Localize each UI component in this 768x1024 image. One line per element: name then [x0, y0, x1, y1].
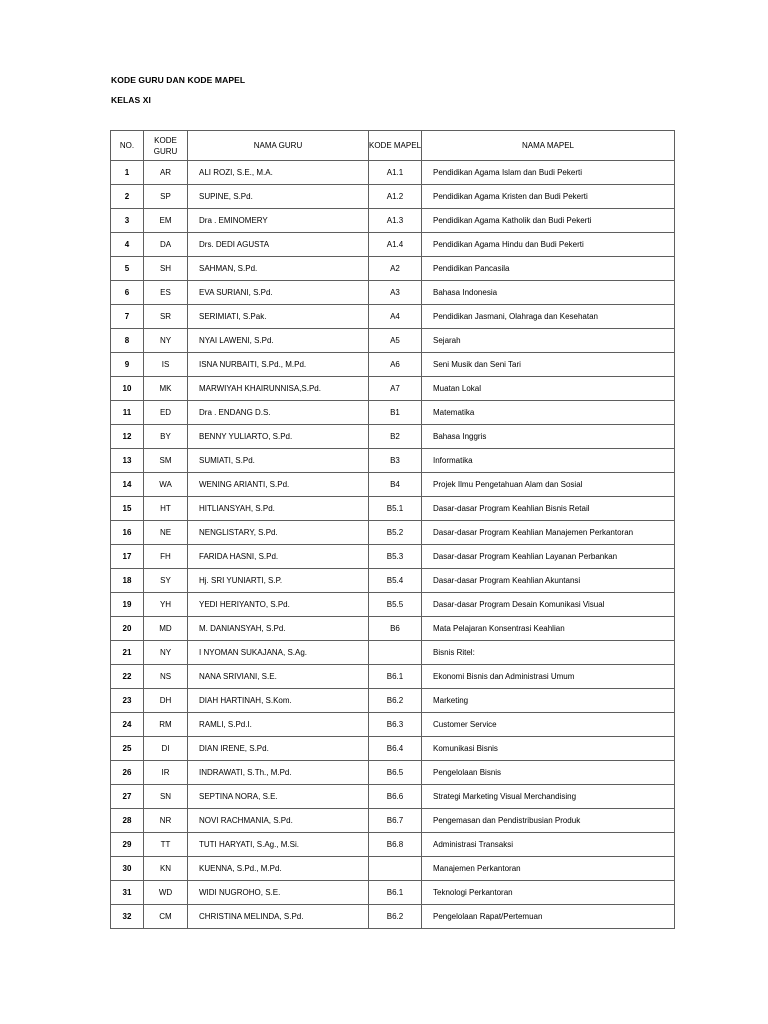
table-row: [111, 233, 675, 257]
cell-kode-guru: DI: [144, 737, 188, 761]
cell-nama-mapel: Pengemasan dan Pendistribusian Produk: [422, 809, 675, 833]
cell-kode-mapel: B3: [369, 449, 422, 473]
table-row: [111, 425, 675, 449]
cell-no: 18: [111, 569, 144, 593]
cell-no: 20: [111, 617, 144, 641]
cell-kode-guru: MK: [144, 377, 188, 401]
cell-kode-guru: NS: [144, 665, 188, 689]
cell-nama-guru: NENGLISTARY, S.Pd.: [188, 521, 369, 545]
cell-no: 1: [111, 161, 144, 185]
table-row: [111, 785, 675, 809]
header-kode-guru: KODE GURU: [144, 131, 188, 161]
cell-kode-mapel: B2: [369, 425, 422, 449]
table-row: [111, 761, 675, 785]
cell-kode-mapel: A1.4: [369, 233, 422, 257]
cell-kode-mapel: B5.1: [369, 497, 422, 521]
table-row: [111, 737, 675, 761]
cell-kode-mapel: B6.1: [369, 665, 422, 689]
teacher-subject-table: [110, 130, 675, 929]
cell-no: 22: [111, 665, 144, 689]
cell-kode-guru: EM: [144, 209, 188, 233]
cell-nama-guru: SUMIATI, S.Pd.: [188, 449, 369, 473]
cell-no: 5: [111, 257, 144, 281]
cell-nama-mapel: Marketing: [422, 689, 675, 713]
document-title: KODE GURU DAN KODE MAPEL: [111, 75, 246, 85]
cell-kode-guru: SN: [144, 785, 188, 809]
cell-nama-mapel: Dasar-dasar Program Keahlian Manajemen Perkantoran: [422, 521, 675, 545]
cell-no: 15: [111, 497, 144, 521]
cell-no: 26: [111, 761, 144, 785]
cell-kode-guru: HT: [144, 497, 188, 521]
cell-kode-mapel: B5.4: [369, 569, 422, 593]
table-row: [111, 305, 675, 329]
cell-nama-mapel: Informatika: [422, 449, 675, 473]
header-no: NO.: [111, 131, 144, 161]
cell-nama-guru: CHRISTINA MELINDA, S.Pd.: [188, 905, 369, 929]
cell-nama-mapel: Dasar-dasar Program Keahlian Layanan Perbankan: [422, 545, 675, 569]
table-row: [111, 905, 675, 929]
header-kode-mapel: KODE MAPEL: [369, 131, 422, 161]
cell-kode-mapel: B4: [369, 473, 422, 497]
table-row: [111, 689, 675, 713]
cell-kode-guru: WA: [144, 473, 188, 497]
cell-nama-mapel: Sejarah: [422, 329, 675, 353]
cell-nama-mapel: Pendidikan Jasmani, Olahraga dan Kesehatan: [422, 305, 675, 329]
cell-kode-mapel: [369, 857, 422, 881]
cell-no: 25: [111, 737, 144, 761]
cell-no: 30: [111, 857, 144, 881]
cell-nama-mapel: Bahasa Inggris: [422, 425, 675, 449]
cell-nama-mapel: Seni Musik dan Seni Tari: [422, 353, 675, 377]
cell-no: 12: [111, 425, 144, 449]
cell-no: 10: [111, 377, 144, 401]
cell-kode-mapel: B6.6: [369, 785, 422, 809]
cell-kode-guru: KN: [144, 857, 188, 881]
cell-kode-guru: FH: [144, 545, 188, 569]
cell-nama-mapel: Muatan Lokal: [422, 377, 675, 401]
cell-nama-mapel: Mata Pelajaran Konsentrasi Keahlian: [422, 617, 675, 641]
cell-no: 6: [111, 281, 144, 305]
cell-kode-guru: SY: [144, 569, 188, 593]
cell-nama-guru: NOVI RACHMANIA, S.Pd.: [188, 809, 369, 833]
cell-nama-guru: WIDI NUGROHO, S.E.: [188, 881, 369, 905]
cell-nama-guru: TUTI HARYATI, S.Ag., M.Si.: [188, 833, 369, 857]
cell-nama-mapel: Matematika: [422, 401, 675, 425]
table-row: [111, 545, 675, 569]
cell-kode-guru: SR: [144, 305, 188, 329]
cell-nama-guru: RAMLI, S.Pd.I.: [188, 713, 369, 737]
cell-no: 4: [111, 233, 144, 257]
cell-nama-mapel: Komunikasi Bisnis: [422, 737, 675, 761]
cell-no: 8: [111, 329, 144, 353]
table-row: [111, 593, 675, 617]
cell-no: 24: [111, 713, 144, 737]
cell-kode-guru: SM: [144, 449, 188, 473]
cell-kode-guru: NY: [144, 641, 188, 665]
cell-nama-mapel: Manajemen Perkantoran: [422, 857, 675, 881]
cell-nama-guru: ISNA NURBAITI, S.Pd., M.Pd.: [188, 353, 369, 377]
cell-no: 27: [111, 785, 144, 809]
cell-kode-mapel: B6.2: [369, 689, 422, 713]
cell-kode-guru: AR: [144, 161, 188, 185]
table-row: [111, 257, 675, 281]
cell-kode-mapel: B6.5: [369, 761, 422, 785]
cell-nama-guru: Dra . ENDANG D.S.: [188, 401, 369, 425]
table-row: [111, 521, 675, 545]
table-row: [111, 569, 675, 593]
cell-nama-guru: HITLIANSYAH, S.Pd.: [188, 497, 369, 521]
cell-kode-mapel: B5.3: [369, 545, 422, 569]
cell-kode-mapel: A7: [369, 377, 422, 401]
cell-nama-mapel: Dasar-dasar Program Desain Komunikasi Visual: [422, 593, 675, 617]
cell-nama-guru: BENNY YULIARTO, S.Pd.: [188, 425, 369, 449]
cell-kode-guru: NY: [144, 329, 188, 353]
cell-kode-guru: NR: [144, 809, 188, 833]
cell-nama-guru: Drs. DEDI AGUSTA: [188, 233, 369, 257]
cell-nama-guru: DIAH HARTINAH, S.Kom.: [188, 689, 369, 713]
cell-nama-mapel: Pendidikan Agama Hindu dan Budi Pekerti: [422, 233, 675, 257]
cell-nama-mapel: Administrasi Transaksi: [422, 833, 675, 857]
table-row: [111, 881, 675, 905]
table-row: [111, 833, 675, 857]
cell-nama-guru: I NYOMAN SUKAJANA, S.Ag.: [188, 641, 369, 665]
cell-nama-guru: ALI ROZI, S.E., M.A.: [188, 161, 369, 185]
cell-nama-guru: Hj. SRI YUNIARTI, S.P.: [188, 569, 369, 593]
cell-kode-mapel: B6.7: [369, 809, 422, 833]
cell-nama-mapel: Teknologi Perkantoran: [422, 881, 675, 905]
table-row: [111, 857, 675, 881]
cell-kode-guru: DA: [144, 233, 188, 257]
cell-no: 2: [111, 185, 144, 209]
cell-kode-guru: IS: [144, 353, 188, 377]
cell-nama-mapel: Bahasa Indonesia: [422, 281, 675, 305]
cell-no: 11: [111, 401, 144, 425]
cell-kode-mapel: B6.2: [369, 905, 422, 929]
cell-kode-mapel: A6: [369, 353, 422, 377]
table-row: [111, 665, 675, 689]
cell-nama-guru: MARWIYAH KHAIRUNNISA,S.Pd.: [188, 377, 369, 401]
table-row: [111, 401, 675, 425]
document-subtitle: KELAS XI: [111, 95, 152, 105]
cell-no: 29: [111, 833, 144, 857]
cell-kode-mapel: [369, 641, 422, 665]
cell-no: 28: [111, 809, 144, 833]
cell-nama-mapel: Strategi Marketing Visual Merchandising: [422, 785, 675, 809]
cell-no: 14: [111, 473, 144, 497]
cell-kode-mapel: B6.8: [369, 833, 422, 857]
table-row: [111, 449, 675, 473]
cell-nama-guru: M. DANIANSYAH, S.Pd.: [188, 617, 369, 641]
cell-kode-guru: MD: [144, 617, 188, 641]
cell-nama-mapel: Customer Service: [422, 713, 675, 737]
cell-nama-mapel: Pendidikan Agama Islam dan Budi Pekerti: [422, 161, 675, 185]
cell-kode-guru: SH: [144, 257, 188, 281]
table-header-row: [111, 131, 675, 161]
table-row: [111, 497, 675, 521]
table-row: [111, 329, 675, 353]
cell-nama-mapel: Projek Ilmu Pengetahuan Alam dan Sosial: [422, 473, 675, 497]
cell-nama-guru: EVA SURIANI, S.Pd.: [188, 281, 369, 305]
cell-kode-mapel: B5.5: [369, 593, 422, 617]
cell-nama-mapel: Pengelolaan Bisnis: [422, 761, 675, 785]
cell-kode-guru: DH: [144, 689, 188, 713]
cell-no: 16: [111, 521, 144, 545]
cell-kode-mapel: A1.3: [369, 209, 422, 233]
cell-nama-mapel: Pendidikan Agama Katholik dan Budi Pekerti: [422, 209, 675, 233]
cell-nama-guru: KUENNA, S.Pd., M.Pd.: [188, 857, 369, 881]
cell-nama-mapel: Dasar-dasar Program Keahlian Bisnis Retail: [422, 497, 675, 521]
cell-kode-guru: ED: [144, 401, 188, 425]
header-nama-mapel: NAMA MAPEL: [422, 131, 675, 161]
table-row: [111, 161, 675, 185]
cell-kode-mapel: A1.1: [369, 161, 422, 185]
cell-nama-mapel: Ekonomi Bisnis dan Administrasi Umum: [422, 665, 675, 689]
cell-no: 32: [111, 905, 144, 929]
cell-no: 23: [111, 689, 144, 713]
cell-no: 31: [111, 881, 144, 905]
cell-nama-guru: INDRAWATI, S.Th., M.Pd.: [188, 761, 369, 785]
cell-kode-guru: ES: [144, 281, 188, 305]
cell-kode-guru: NE: [144, 521, 188, 545]
cell-nama-mapel: Bisnis Ritel:: [422, 641, 675, 665]
cell-kode-mapel: B5.2: [369, 521, 422, 545]
cell-nama-guru: NYAI LAWENI, S.Pd.: [188, 329, 369, 353]
cell-kode-mapel: A5: [369, 329, 422, 353]
cell-nama-mapel: Pengelolaan Rapat/Pertemuan: [422, 905, 675, 929]
cell-kode-guru: WD: [144, 881, 188, 905]
cell-no: 9: [111, 353, 144, 377]
table-row: [111, 617, 675, 641]
cell-nama-guru: SAHMAN, S.Pd.: [188, 257, 369, 281]
cell-nama-guru: Dra . EMINOMERY: [188, 209, 369, 233]
table-row: [111, 209, 675, 233]
cell-nama-guru: SERIMIATI, S.Pak.: [188, 305, 369, 329]
cell-no: 17: [111, 545, 144, 569]
cell-no: 19: [111, 593, 144, 617]
cell-nama-guru: DIAN IRENE, S.Pd.: [188, 737, 369, 761]
table-row: [111, 713, 675, 737]
cell-nama-guru: SUPINE, S.Pd.: [188, 185, 369, 209]
cell-no: 3: [111, 209, 144, 233]
cell-nama-mapel: Pendidikan Pancasila: [422, 257, 675, 281]
table-row: [111, 809, 675, 833]
cell-kode-guru: BY: [144, 425, 188, 449]
table-row: [111, 185, 675, 209]
cell-nama-guru: WENING ARIANTI, S.Pd.: [188, 473, 369, 497]
cell-kode-mapel: A2: [369, 257, 422, 281]
table-row: [111, 377, 675, 401]
cell-kode-guru: IR: [144, 761, 188, 785]
cell-kode-guru: RM: [144, 713, 188, 737]
cell-nama-mapel: Pendidikan Agama Kristen dan Budi Pekerti: [422, 185, 675, 209]
cell-nama-guru: FARIDA HASNI, S.Pd.: [188, 545, 369, 569]
cell-kode-mapel: A3: [369, 281, 422, 305]
table-row: [111, 281, 675, 305]
table-row: [111, 473, 675, 497]
cell-nama-mapel: Dasar-dasar Program Keahlian Akuntansi: [422, 569, 675, 593]
cell-kode-mapel: A1.2: [369, 185, 422, 209]
cell-kode-mapel: B6: [369, 617, 422, 641]
cell-kode-mapel: B6.4: [369, 737, 422, 761]
table-row: [111, 353, 675, 377]
cell-kode-mapel: B6.3: [369, 713, 422, 737]
cell-nama-guru: SEPTINA NORA, S.E.: [188, 785, 369, 809]
cell-kode-guru: CM: [144, 905, 188, 929]
cell-kode-mapel: A4: [369, 305, 422, 329]
cell-nama-guru: NANA SRIVIANI, S.E.: [188, 665, 369, 689]
cell-kode-guru: YH: [144, 593, 188, 617]
cell-nama-guru: YEDI HERIYANTO, S.Pd.: [188, 593, 369, 617]
header-nama-guru: NAMA GURU: [188, 131, 369, 161]
table-row: [111, 641, 675, 665]
cell-kode-mapel: B6.1: [369, 881, 422, 905]
table-body: [111, 161, 675, 929]
cell-no: 13: [111, 449, 144, 473]
cell-no: 7: [111, 305, 144, 329]
cell-kode-guru: SP: [144, 185, 188, 209]
cell-kode-mapel: B1: [369, 401, 422, 425]
cell-no: 21: [111, 641, 144, 665]
cell-kode-guru: TT: [144, 833, 188, 857]
